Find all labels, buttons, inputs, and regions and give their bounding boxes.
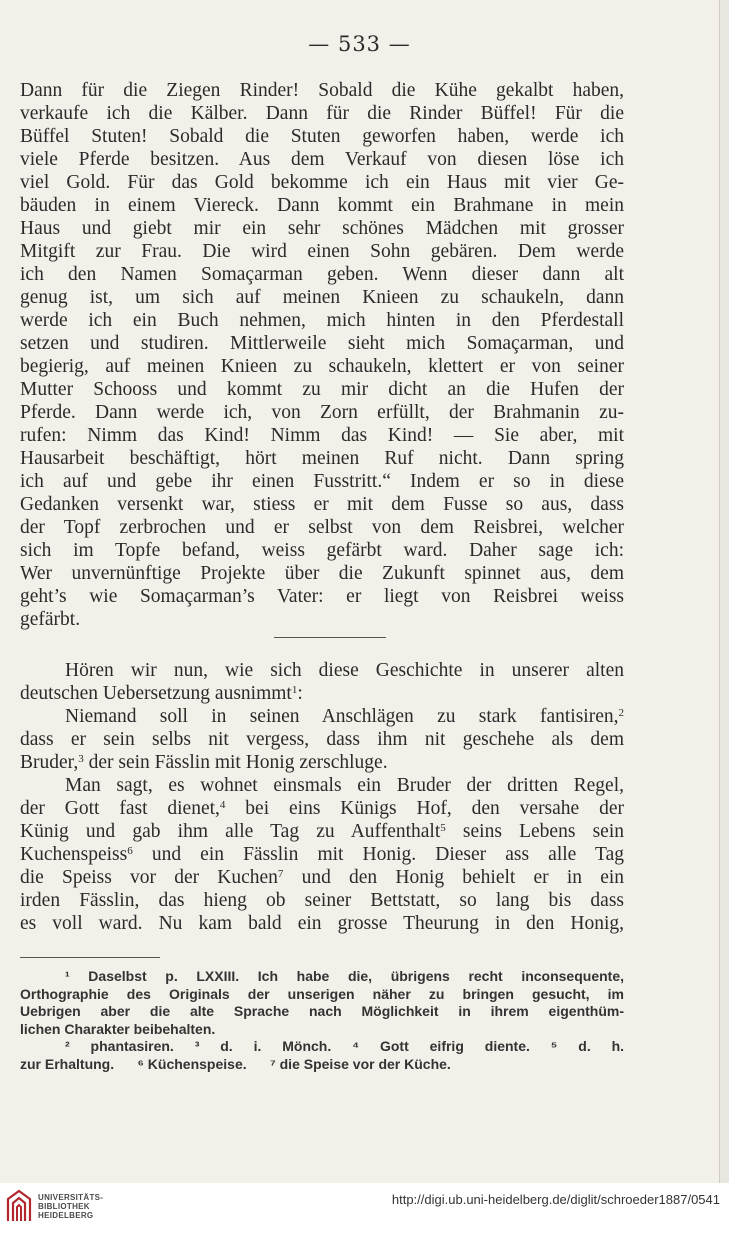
university-library-logo-icon [6, 1189, 32, 1223]
footnotes [20, 968, 624, 1073]
text-line: bäuden in einem Viereck. Dann kommt ein Brahmane in mein [20, 195, 624, 216]
text-line: setzen und studiren. Mittlerweile sieht mich Somaçarman, und [20, 333, 624, 354]
line-text: und ein Fässlin mit Honig. Dieser ass alle Tag [132, 844, 624, 865]
library-name-line: HEIDELBERG [38, 1211, 94, 1220]
footnote-ref: 7 [277, 868, 284, 880]
footnote-line: ¹ Daselbst p. LXXIII. Ich habe die, übrigens recht inconsequente, [65, 968, 624, 984]
text-line: geht’s wie Somaçarman’s Vater: er liegt von Reisbrei weiss [20, 586, 624, 607]
library-name-line: UNIVERSITÄTS- [38, 1193, 104, 1202]
line-text: der Gott fast dienet, [20, 798, 220, 819]
footnote: ⁶ Küchenspeise. [137, 1055, 247, 1072]
text-line: der Topf zerbrochen und er selbst von dem Reisbrei, welcher [20, 517, 624, 538]
footnote: zur Erhaltung. [20, 1055, 115, 1072]
footnote-ref: 2 [618, 707, 624, 719]
text-line: verkaufe ich die Kälber. Dann für die Rinder Büffel! Für die [20, 103, 624, 124]
text-line: Haus und giebt mir ein sehr schönes Mädchen mit grosser [20, 218, 624, 239]
text-line: viele Pferde besitzen. Aus dem Verkauf von diesen löse ich [20, 149, 624, 170]
footer-bar [0, 1183, 729, 1234]
text-line: irden Fässlin, das hieng ob seiner Bettstatt, so lang bis dass [20, 890, 624, 911]
main-paragraph [20, 79, 624, 631]
text-line [20, 866, 624, 889]
text-line: Pferde. Dann werde ich, von Zorn erfüllt, der Brahmanin zu- [20, 402, 624, 423]
text-line: Dann für die Ziegen Rinder! Sobald die Kühe gekalbt haben, [20, 80, 624, 101]
library-name-line: BIBLIOTHEK [38, 1202, 90, 1211]
text-line: ich den Namen Somaçarman geben. Wenn dieser dann alt [20, 264, 624, 285]
footnote-ref: 4 [219, 799, 226, 811]
text-line: Mitgift zur Frau. Die wird einen Sohn gebären. Dem werde [20, 241, 624, 262]
line-text: bei eins Künigs Hof, den versahe der [225, 798, 624, 819]
translation-paragraph [20, 659, 624, 935]
text-line: Hören wir nun, wie sich diese Geschichte in unserer alten [65, 660, 624, 681]
text-line [20, 820, 624, 843]
text-line [20, 705, 624, 728]
text-line: werde ich ein Buch nehmen, mich hinten in den Pferdestall [20, 310, 624, 331]
text-line [20, 682, 624, 705]
text-line: sich im Topfe befand, weiss gefärbt ward. Daher sage ich: [20, 540, 624, 561]
source-url-link[interactable]: http://digi.ub.uni-heidelberg.de/diglit/schroeder1887/0541 [391, 1192, 720, 1207]
footnote-ref: 6 [127, 845, 133, 857]
line-text: Kuchenspeiss [20, 844, 128, 865]
footnote-ref: 1 [291, 684, 298, 696]
footnote-line: Orthographie des Originals der unserigen näher zu bringen gesucht, im [20, 985, 624, 1002]
text-line: begierig, auf meinen Knieen zu schaukeln, klettert er von seiner [20, 356, 624, 377]
text-line: Büffel Stuten! Sobald die Stuten geworfen haben, werde ich [20, 126, 624, 147]
line-text: Niemand soll in seinen Anschlägen zu stark fantisiren, [65, 706, 619, 727]
footnote-ref: 5 [440, 822, 446, 834]
footnote: ⁵ d. h. [550, 1038, 624, 1054]
text-line: gefärbt. [20, 609, 81, 630]
line-text: der sein Fässlin mit Honig zerschluge. [83, 752, 388, 773]
line-text: : [297, 683, 303, 704]
footnote-line [20, 1056, 624, 1074]
line-text: Bruder, [20, 752, 79, 773]
footnote-line: lichen Charakter beibehalten. [20, 1020, 216, 1037]
page-number: — 533 — [308, 32, 411, 56]
text-line [20, 751, 624, 774]
text-line: Gedanken versenkt war, stiess er mit dem Fusse so aus, dass [20, 494, 624, 515]
text-line: dass er sein selbs nit vergess, dass ihm nit geschehe als dem [20, 729, 624, 750]
footnote-divider [20, 957, 160, 958]
library-name [38, 1193, 103, 1220]
text-line: Man sagt, es wohnet einsmals ein Bruder der dritten Regel, [65, 775, 624, 796]
footnote: ⁷ die Speise vor der Küche. [269, 1055, 451, 1072]
line-text: deutschen Uebersetzung ausnimmt [20, 683, 292, 704]
footnote: ² phantasiren. [65, 1038, 174, 1054]
text-line: rufen: Nimm das Kind! Nimm das Kind! — Sie aber, mit [20, 425, 624, 446]
text-line: genug ist, um sich auf meinen Knieen zu schaukeln, dann [20, 287, 624, 308]
section-divider [274, 637, 386, 638]
text-line: ich auf und gebe ihr einen Fusstritt.“ Indem er so in diese [20, 471, 624, 492]
footnote-line: Uebrigen aber die alte Sprache nach Möglichkeit in ihrem eigenthüm- [20, 1003, 624, 1019]
footnote: ³ d. i. Mönch. [194, 1038, 332, 1054]
line-text: die Speiss vor der Kuchen [20, 867, 278, 888]
footnote-line [20, 1038, 624, 1056]
text-line [20, 797, 624, 820]
footnote-ref: 3 [78, 753, 84, 765]
text-line: Wer unvernünftige Projekte über die Zukunft spinnet aus, dem [20, 563, 624, 584]
text-line [20, 843, 624, 866]
text-line: es voll ward. Nu kam bald ein grosse Theurung in den Honig, [20, 913, 624, 934]
line-text: Künig und gab ihm alle Tag zu Auffenthalt [20, 821, 441, 842]
text-line: viel Gold. Für das Gold bekomme ich ein Haus mit vier Ge- [20, 172, 624, 193]
text-line: Mutter Schooss und kommt zu mir dicht an die Hufen der [20, 379, 624, 400]
text-line: Hausarbeit beschäftigt, hört meinen Ruf nicht. Dann spring [20, 448, 624, 469]
footnote: ⁴ Gott eifrig diente. [352, 1038, 530, 1054]
line-text: seins Lebens sein [445, 821, 624, 842]
line-text: und den Honig behielt er in ein [283, 867, 624, 888]
